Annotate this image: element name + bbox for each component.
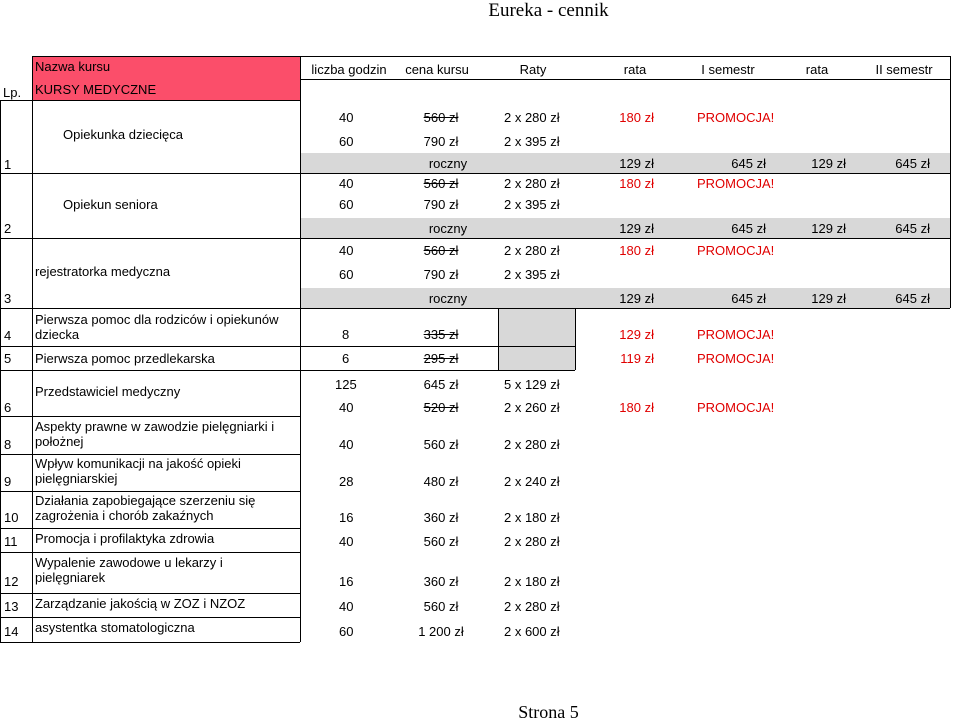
header-nazwa-kursu: Nazwa kursu xyxy=(35,59,111,74)
course-name: Zarządzanie jakością w ZOZ i NZOZ xyxy=(35,596,246,611)
promo-label: PROMOCJA! xyxy=(697,176,775,191)
yearly-label: roczny xyxy=(428,156,468,171)
course-name: Wypalenie zawodowe u lekarzy i pielęgniarek xyxy=(35,555,223,585)
price: 790 zł xyxy=(423,197,459,212)
hours: 60 xyxy=(339,197,354,212)
grid-line xyxy=(0,238,950,239)
price: 645 zł xyxy=(423,377,459,392)
course-name: Działania zapobiegające szerzeniu się zagrożenia i chorób zakaźnych xyxy=(35,493,256,523)
price: 560 zł xyxy=(423,110,459,125)
raty: 2 x 395 zł xyxy=(504,197,560,212)
yearly-rata-2: 129 zł xyxy=(811,291,846,306)
promo-price: 180 zł xyxy=(619,243,654,258)
hours: 16 xyxy=(339,510,354,525)
promo-label: PROMOCJA! xyxy=(697,351,775,366)
course-nr: 8 xyxy=(4,437,12,452)
yearly-label: roczny xyxy=(428,291,468,306)
yearly-sem-2: 645 zł xyxy=(895,291,930,306)
hours: 40 xyxy=(339,400,354,415)
raty: 2 x 260 zł xyxy=(504,400,560,415)
price: 560 zł xyxy=(423,243,459,258)
raty: 2 x 600 zł xyxy=(504,624,560,639)
course-nr: 1 xyxy=(4,157,12,172)
yearly-label: roczny xyxy=(428,221,468,236)
header-semestr-1: I semestr xyxy=(701,62,755,77)
yearly-rata-2: 129 zł xyxy=(811,156,846,171)
hours: 125 xyxy=(335,377,357,392)
grid-line xyxy=(0,308,950,309)
hours: 40 xyxy=(339,534,354,549)
course-name: Wpływ komunikacji na jakość opieki pielęgniarskiej xyxy=(35,456,241,486)
grid-line xyxy=(300,56,301,642)
price: 480 zł xyxy=(423,474,459,489)
course-nr: 14 xyxy=(4,624,19,639)
price: 790 zł xyxy=(423,267,459,282)
header-raty: Raty xyxy=(519,62,547,77)
grid-line xyxy=(0,100,300,101)
price: 560 zł xyxy=(423,437,459,452)
raty: 2 x 280 zł xyxy=(504,243,560,258)
grid-line xyxy=(0,370,575,371)
yearly-sem-1: 645 zł xyxy=(731,291,766,306)
hours: 60 xyxy=(339,624,354,639)
course-name: Opiekunka dziecięca xyxy=(63,127,183,142)
header-kursy-medyczne: KURSY MEDYCZNE xyxy=(35,82,157,97)
course-nr: 2 xyxy=(4,221,12,236)
price: 520 zł xyxy=(423,400,459,415)
yearly-sem-1: 645 zł xyxy=(731,156,766,171)
hours: 40 xyxy=(339,243,354,258)
course-nr: 3 xyxy=(4,291,12,306)
grid-line xyxy=(950,56,951,308)
promo-price: 119 zł xyxy=(620,351,654,366)
raty: 2 x 280 zł xyxy=(504,110,560,125)
course-nr: 5 xyxy=(4,351,12,366)
raty: 2 x 280 zł xyxy=(504,437,560,452)
grid-line xyxy=(0,100,1,642)
grid-line xyxy=(0,528,300,529)
promo-price: 129 zł xyxy=(619,327,654,342)
yearly-rata-2: 129 zł xyxy=(811,221,846,236)
course-name: Promocja i profilaktyka zdrowia xyxy=(35,531,215,546)
grid-line xyxy=(0,617,300,618)
grid-line xyxy=(300,79,950,80)
course-nr: 6 xyxy=(4,400,12,415)
grid-line xyxy=(575,308,576,370)
course-nr: 9 xyxy=(4,474,12,489)
price: 790 zł xyxy=(423,134,459,149)
hours: 8 xyxy=(342,327,350,342)
raty: 2 x 395 zł xyxy=(504,134,560,149)
course-name: Aspekty prawne w zawodzie pielęgniarki i położnej xyxy=(35,419,275,449)
price: 560 zł xyxy=(423,176,459,191)
header-rata-1: rata xyxy=(623,62,647,77)
raty-cell-4-bg xyxy=(498,308,575,346)
hours: 40 xyxy=(339,599,354,614)
course-nr: 12 xyxy=(4,574,19,589)
hours: 28 xyxy=(339,474,354,489)
yearly-sem-2: 645 zł xyxy=(895,156,930,171)
raty: 2 x 180 zł xyxy=(504,510,560,525)
grid-line xyxy=(0,491,300,492)
raty: 2 x 180 zł xyxy=(504,574,560,589)
grid-line xyxy=(0,346,575,347)
grid-line xyxy=(0,593,300,594)
raty: 2 x 280 zł xyxy=(504,599,560,614)
course-name: Pierwsza pomoc przedlekarska xyxy=(35,351,215,366)
price: 360 zł xyxy=(423,510,459,525)
header-liczba-godzin: liczba godzin xyxy=(311,62,387,77)
page-title: Eureka - cennik xyxy=(488,0,609,21)
grid-line xyxy=(0,642,300,643)
grid-line xyxy=(32,56,33,642)
hours: 40 xyxy=(339,176,354,191)
header-rata-2: rata xyxy=(805,62,829,77)
hours: 60 xyxy=(339,267,354,282)
price: 560 zł xyxy=(423,599,459,614)
promo-price: 180 zł xyxy=(619,400,654,415)
raty: 2 x 280 zł xyxy=(504,534,560,549)
grid-line xyxy=(0,552,300,553)
price: 1 200 zł xyxy=(418,624,464,639)
promo-label: PROMOCJA! xyxy=(697,400,775,415)
raty: 2 x 280 zł xyxy=(504,176,560,191)
raty: 2 x 395 zł xyxy=(504,267,560,282)
course-name: Przedstawiciel medyczny xyxy=(35,384,181,399)
promo-label: PROMOCJA! xyxy=(697,243,775,258)
grid-line xyxy=(32,56,950,57)
course-nr: 10 xyxy=(4,510,19,525)
hours: 6 xyxy=(342,351,350,366)
course-nr: 11 xyxy=(4,534,18,549)
header-semestr-2: II semestr xyxy=(875,62,933,77)
grid-line xyxy=(0,416,300,417)
raty: 5 x 129 zł xyxy=(504,377,560,392)
yearly-rata-1: 129 zł xyxy=(619,156,654,171)
promo-label: PROMOCJA! xyxy=(697,110,775,125)
price: 295 zł xyxy=(423,351,459,366)
course-nr: 13 xyxy=(4,599,19,614)
page-footer: Strona 5 xyxy=(518,702,579,722)
header-cena-kursu: cena kursu xyxy=(405,62,469,77)
grid-line xyxy=(498,308,499,370)
promo-label: PROMOCJA! xyxy=(697,327,775,342)
hours: 16 xyxy=(339,574,354,589)
raty: 2 x 240 zł xyxy=(504,474,560,489)
course-name: Pierwsza pomoc dla rodziców i opiekunów dziecka xyxy=(35,312,279,342)
header-lp: Lp. xyxy=(3,85,22,100)
price: 560 zł xyxy=(423,534,459,549)
course-nr: 4 xyxy=(4,328,12,343)
price: 360 zł xyxy=(423,574,459,589)
yearly-rata-1: 129 zł xyxy=(619,291,654,306)
yearly-rata-1: 129 zł xyxy=(619,221,654,236)
promo-price: 180 zł xyxy=(619,110,654,125)
hours: 40 xyxy=(339,437,354,452)
hours: 40 xyxy=(339,110,354,125)
grid-line xyxy=(0,173,950,174)
promo-price: 180 zł xyxy=(619,176,654,191)
yearly-sem-2: 645 zł xyxy=(895,221,930,236)
grid-line xyxy=(0,454,300,455)
yearly-sem-1: 645 zł xyxy=(731,221,766,236)
course-name: rejestratorka medyczna xyxy=(35,264,171,279)
price: 335 zł xyxy=(423,327,459,342)
course-name: asystentka stomatologiczna xyxy=(35,620,195,635)
raty-cell-5-bg xyxy=(498,346,575,370)
hours: 60 xyxy=(339,134,354,149)
course-name: Opiekun seniora xyxy=(63,197,158,212)
